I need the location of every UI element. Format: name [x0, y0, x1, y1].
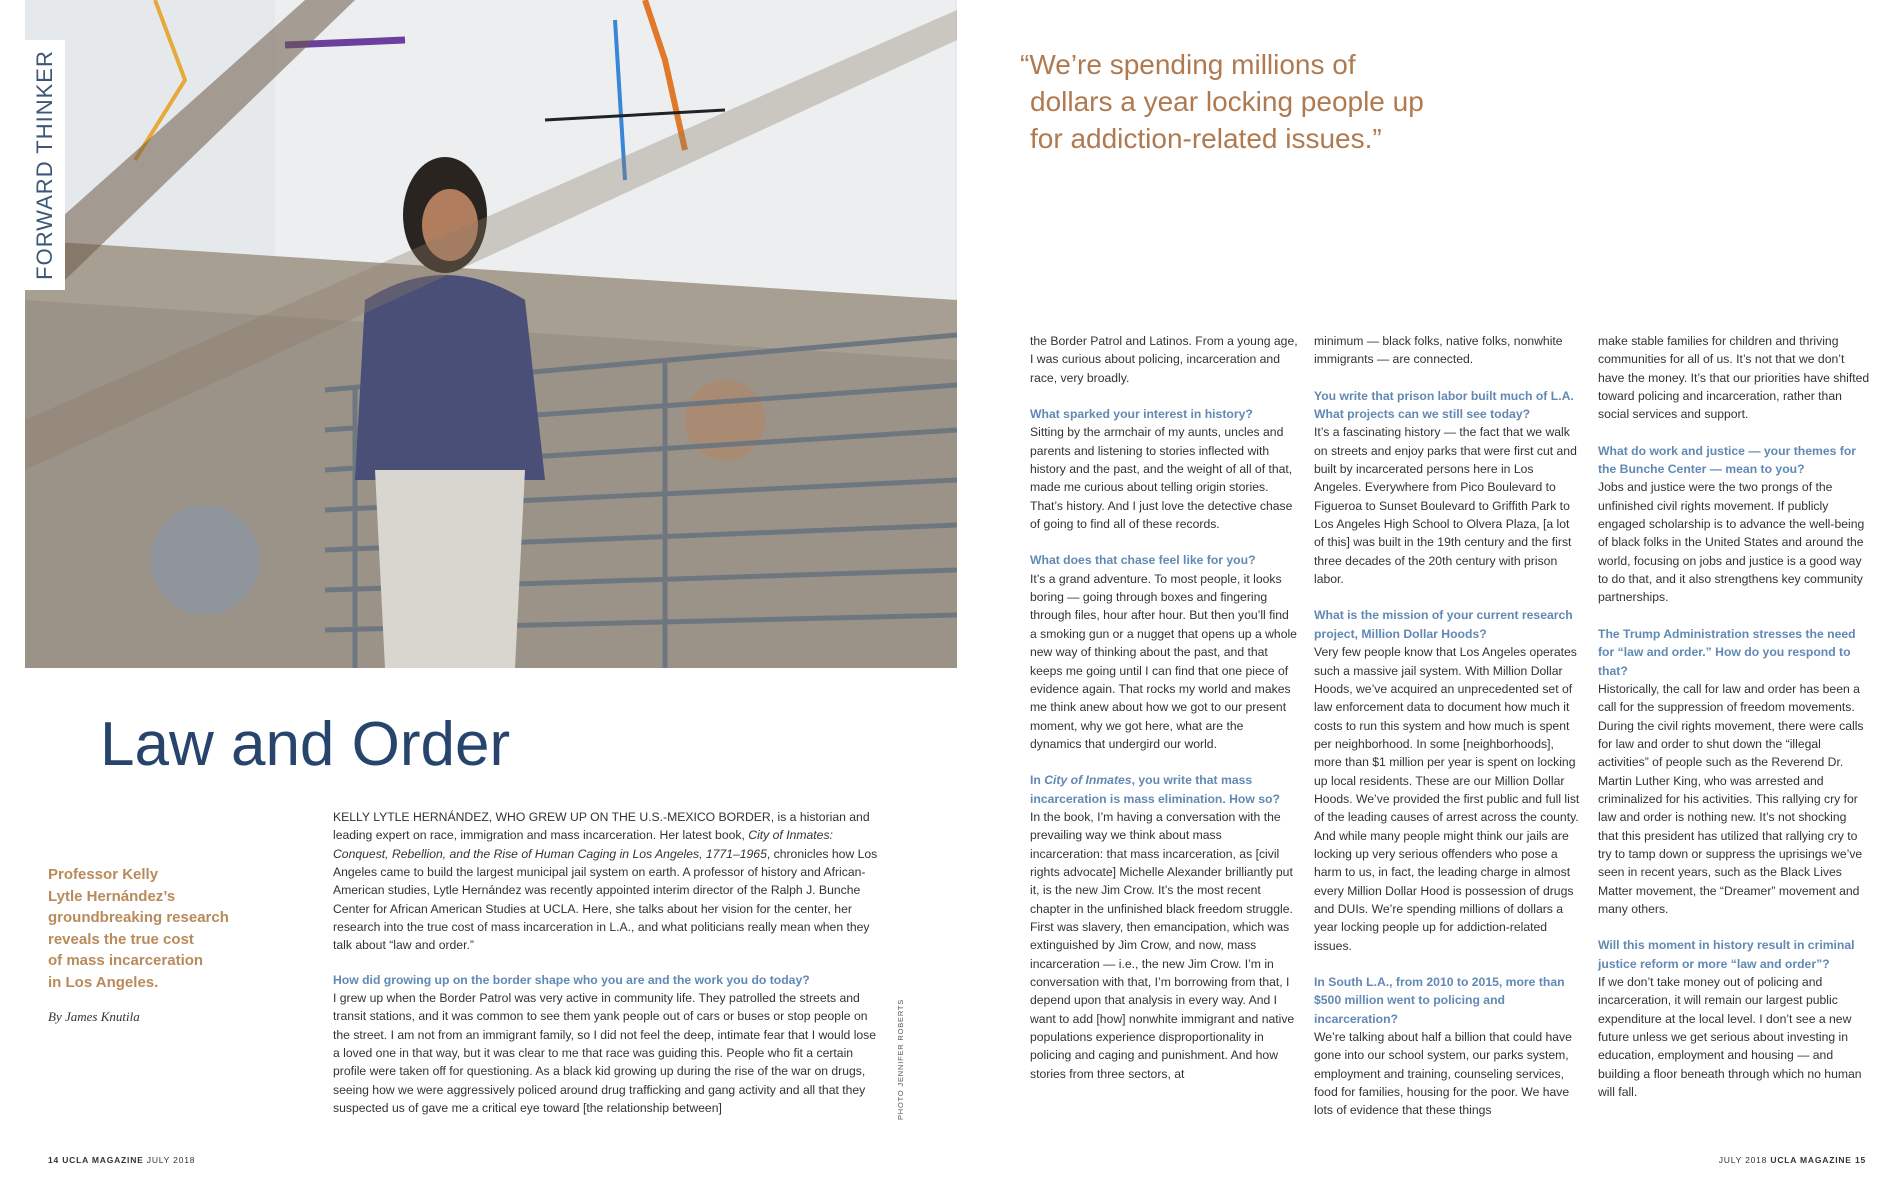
photo-credit: PHOTO JENNIFER ROBERTS: [896, 998, 905, 1120]
answer: minimum — black folks, native folks, nonwhite immigrants — are connected.: [1314, 334, 1563, 367]
deck-line: of mass incarceration: [48, 952, 204, 969]
answer: Very few people know that Los Angeles operates such a massive jail system. With Million Dollar Hoods, we’ve acquired an unprecedented set of law enforcement data to document how much it costs to run this system and how much is spent per neighborhood. In some [neighborhoods], more than $1 million per year is spent on locking up local residents. These are our Million Dollar Hoods. We’ve provided the first public and full list of the leading causes of arrest across the county. And while many people might think our jails are locking up very serious offenders who pose a harm to us, in fact, the leading charge in almost every Million Dollar Hood is possession of drugs and DUIs. We’re spending millions of dollars a year locking people up for addiction-related issues.: [1314, 645, 1580, 953]
question: The Trump Administration stresses the need for “law and order.” How do you respond to that?: [1598, 626, 1856, 678]
answer: In the book, I’m having a conversation with the prevailing way we think about mass incarceration: that mass incarceration, as [civil rights advocate] Michelle Alexander brilliantly put it, is the new Jim Crow. It’s the most recent chapter in the unfinished black freedom struggle. First was slavery, then emancipation, which was extinguished by Jim Crow, and now, mass incarceration — i.e., the new Jim Crow. I’m in conversation with that, I’m borrowing from that, I depend upon that analysis in every way. And I want to add [how] nonwhite immigrant and native populations experience disproportionality in policing and caging and punishment. And how stories from three sectors, at: [1030, 809, 1295, 1081]
book-title: City of Inmates: [1044, 773, 1132, 788]
deck-line: Professor Kelly: [48, 866, 159, 883]
question: What does that chase feel like for you?: [1030, 553, 1256, 568]
page-number: 15: [1854, 1155, 1866, 1165]
photo-illustration: [25, 0, 957, 668]
answer: Historically, the call for law and order has been a call for the suppression of freedom movements. During the civil rights movement, there were calls for law and order to shut down the “illegal activities” of people such as the Reverend Dr. Martin Luther King, who was arrested and criminalized for his activities. This rallying cry for law and order is nothing new. It’s not shocking that this president has utilized that rallying cry to try to tamp down or suppress the uprisings we’ve seen in recent years, such as the Black Lives Matter movement, the “Dreamer” movement and many others.: [1598, 681, 1864, 916]
answer: Jobs and justice were the two prongs of the unfinished civil rights movement. If publicly engaged scholarship is to advance the well-being of black folks in the United States and around the world, focusing on jobs and justice is a good way to do that, and it also strengthens key community partnerships.: [1598, 480, 1865, 605]
answer: It’s a grand adventure. To most people, it looks boring — going through boxes and fingering through files, hour after hour. But then you’ll find a smoking gun or a nugget that opens up a whole new way of thinking about the past, and that keeps me going until I can find that one piece of evidence again. That rocks my world and makes me think anew about how we got to our present moment, why we got here, what are the dynamics that undergird our world.: [1030, 571, 1297, 751]
kicker-text: FORWARD THINKER: [32, 50, 57, 280]
photo-floor-paint: [150, 505, 260, 615]
question-text: In: [1030, 773, 1045, 788]
issue-date: JULY 2018: [1718, 1155, 1768, 1165]
page-number: 14: [48, 1155, 60, 1165]
question: What do work and justice — your themes for the Bunche Center — mean to you?: [1598, 443, 1857, 477]
answer: the Border Patrol and Latinos. From a young age, I was curious about policing, incarceration and race, very broadly.: [1030, 334, 1298, 385]
article-column-3: [1598, 332, 1870, 1101]
intro-paragraph: [333, 808, 879, 955]
deck-line: in Los Angeles.: [48, 973, 159, 991]
intro-text: is a historian and leading expert on race, immigration and mass incarceration. Her latest book,: [333, 810, 870, 843]
publication-name: UCLA MAGAZINE: [62, 1155, 144, 1165]
answer: I grew up when the Border Patrol was very active in community life. They patrolled the streets and transit stations, and it was common to see them yank people out of cars or buses or stop people on the street. I am not from an immigrant family, so I did not feel the deep, intimate fear that I would lose a loved one in that way, but it was clear to me that race was guiding this. People who fit a certain profile were taken off for questioning. As a black kid growing up during the rise of the war on drugs, seeing how we were aggressively policed around drug trafficking and gang activity and all that they suspected us of gave me a critical eye toward [the relationship between]: [333, 991, 877, 1116]
question-text: , you write that mass incarceration is mass elimination. How so?: [1030, 773, 1280, 806]
section-kicker: [25, 40, 65, 290]
answer: Sitting by the armchair of my aunts, uncles and parents and listening to stories inflected with history and the past, and the weight of all of that, made me curious about telling origin stories. That’s history. And I just love the detective chase of going to find all of these records.: [1030, 425, 1293, 532]
byline: By James Knutila: [48, 1009, 140, 1024]
pull-quote-line: “We’re spending millions of: [1020, 49, 1356, 80]
question: [1030, 771, 1298, 808]
folio-right: [1719, 1155, 1866, 1165]
article-deck: [48, 864, 248, 993]
deck-line: groundbreaking research: [48, 909, 229, 926]
answer: If we don’t take money out of policing and incarceration, it will remain our largest public expenditure at the local level. I don’t see a new future unless we get serious about investing in education, employment and housing — and building a floor beneath through which no human will fall.: [1598, 975, 1862, 1100]
answer: make stable families for children and thriving communities for all of us. It’s not that we don’t have the money. It’s that our priorities have shifted toward policing and incarceration, rather than social services and support.: [1598, 334, 1870, 422]
feature-photo: [25, 0, 957, 668]
publication-name: UCLA MAGAZINE: [1770, 1155, 1852, 1165]
question: In South L.A., from 2010 to 2015, more than $500 million went to policing and incarceration?: [1314, 975, 1565, 1026]
pull-quote-line: dollars a year locking people up: [1030, 86, 1424, 117]
answer: It’s a fascinating history — the fact that we walk on streets and enjoy parks that were first cut and built by incarcerated persons here in Los Angeles. Everywhere from Pico Boulevard to Figueroa to Sunset Boulevard to Griffith Park to Los Angeles High School to Olvera Plaza, [a lot of this] was built in the 19th century and the first three decades of the 20th century with prison labor.: [1314, 425, 1577, 587]
folio-left: [48, 1155, 195, 1165]
intro-column: [333, 808, 879, 1118]
article-column-1: [1030, 332, 1298, 1083]
article-headline: Law and Order: [100, 710, 511, 779]
pull-quote: [1020, 46, 1500, 157]
intro-text: , chronicles how Los Angeles came to build the largest municipal jail system on earth. A professor of history and African-American studies, Lytle Hernández was recently appointed interim director of the Ralph J. Bunche Center for African American Studies at UCLA. Here, she talks about her vision for the center, her research into the true cost of mass incarceration in L.A., and what politicians really mean when they talk about “law and order.”: [333, 846, 878, 953]
article-column-2: [1314, 332, 1582, 1120]
question: What sparked your interest in history?: [1030, 407, 1253, 422]
intro-lead-caps: KELLY LYTLE HERNÁNDEZ, WHO GREW UP ON THE U.S.-MEXICO BORDER,: [333, 810, 775, 824]
question: How did growing up on the border shape who you are and the work you do today?: [333, 972, 810, 987]
question: You write that prison labor built much of L.A. What projects can we still see today?: [1314, 388, 1574, 422]
pull-quote-line: for addiction-related issues.”: [1030, 123, 1382, 154]
question: Will this moment in history result in criminal justice reform or more “law and order”?: [1598, 938, 1855, 971]
book-title: City of Inmates: Conquest, Rebellion, and the Rise of Human Caging in Los Angeles, 1771–1965: [333, 828, 833, 861]
answer: We’re talking about half a billion that could have gone into our school system, our parks system, employment and training, counseling services, food for families, housing for the poor. We have lots of evidence that these things: [1314, 1030, 1572, 1118]
question: What is the mission of your current research project, Million Dollar Hoods?: [1314, 608, 1573, 641]
issue-date: JULY 2018: [146, 1155, 196, 1165]
deck-line: Lytle Hernández’s: [48, 887, 176, 905]
deck-line: reveals the true cost: [48, 930, 194, 948]
